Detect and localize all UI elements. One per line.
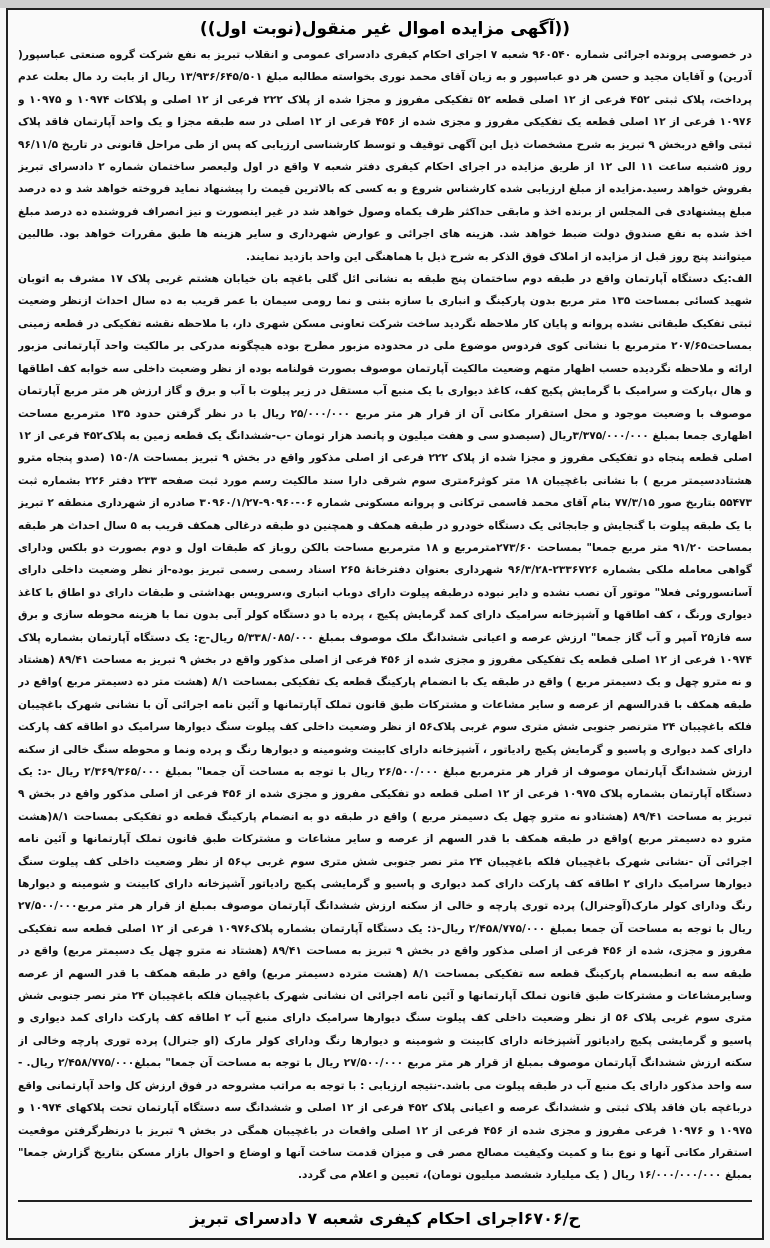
notice-frame	[6, 8, 764, 1240]
notice-title: ((آگهی مزایده اموال غیر منقول(نوبت اول))	[199, 19, 571, 39]
notice-signature: ح/۶۷۰۶اجرای احکام کیفری شعبه ۷ دادسرای تبریز	[190, 1209, 580, 1228]
clipped-previous-column-strip	[0, 0, 770, 8]
notice-body	[18, 44, 752, 1196]
footer-divider	[18, 1200, 752, 1202]
notice-paragraph-intro: در خصوصی پرونده اجرائی شماره ۹۶۰۵۴۰ شعبه ۷ اجرای احکام کیفری دادسرای عمومی و انقلاب تبریز به نفع شرکت گروه صنعتی عباسپور( آدرین) و آقایان مجید و حسن هر دو عباسپور و به زیان آقای محمد نوری بخواسته مطالبه مبلغ ۱۳/۹۳۶/۶۴۵/۵۰۱ ریال از بابت رد مال بعلت عدم پرداخت، پلاک ثبتی ۴۵۲ فرعی از ۱۲ اصلی قطعه ۵۲ تفکیکی مفروز و مجزا شده از پلاک ۲۲۲ فرعی از ۱۲ اصلی و پلاکات ۱۰۹۷۴ و ۱۰۹۷۵ و ۱۰۹۷۶ فرعی از ۱۲ اصلی قطعه یک تفکیکی مفروز و مجزی شده از ۴۵۶ فرعی از ۱۲ اصلی در سه طبقه مجزا و یک واحد آپارتمان فاقد پلاک ثبتی واقع دربخش ۹ تبریز به شرح مشخصات ذیل این آگهی توقیف و توسط کارشناسی ارزیابی که پس از طی مراحل قانونی در تاریخ ۹۶/۱۱/۵ روز ۵شنبه ساعت ۱۱ الی ۱۲ از طریق مزایده در اجرای احکام کیفری دفتر شعبه ۷ واقع در اول ولیعصر ساختمان شماره ۲ دادسرای تبریز بفروش خواهد رسید.مزایده از مبلغ ارزیابی شده کارشناس شروع و به کسی که بالاترین قیمت را پیشنهاد نماید فروخته خواهد شد و ده درصد مبلغ پیشنهادی فی المجلس از برنده اخذ و مابقی حداکثر ظرف یکماه وصول خواهد شد در غیر اینصورت و نیز انصراف فروشنده ده درصد مبلغ اخذ شده به نفع صندوق دولت ضبط خواهد شد. هزینه های اجرائی و عوارض شهرداری و سایر هزینه ها طبق مقررات خواهد بود. طالبین میتوانند پنج روز قبل از مزایده از املاک فوق الذکر به شرح ذیل با هماهنگی این واحد بازدید نمایند.	[18, 49, 752, 263]
notice-paragraph-details: الف:یک دستگاه آپارتمان واقع در طبقه دوم ساختمان پنج طبقه به نشانی ائل گلی باغچه بان خیابان هشتم غربی پلاک ۱۷ مشرف به اتوبان شهید کسائی بمساحت ۱۳۵ متر مربع بدون پارکینگ و انباری با سازه بتنی و نما رومی سیمان با عمر قریب به ده سال احداث ازنظر وضعیت ثبتی تفکیک طبقاتی نشده پروانه و پایان کار ملاحظه نگردید ساخت شرکت تعاونی مسکن شهری دار، با ملاحظه نقشه تفکیکی در قطعه زمینی بمساحت۲۰۷/۶۵ مترمربع با نشانی کوی فردوس موضوع ملی در محدوده مزبور مطرح بوده هیچگونه مدرکی بر مالکیت واحد آپارتمانی مزبور ارائه و ملاحظه نگردیده حسب اظهار متهم وضعیت مالکیت آپارتمان موصوف بصورت قولنامه بوده از نظر وضعیت داخلی سه خوابه کف اطاقها و هال ،پارکت و سرامیک با گرمایش پکیج کف، کاغذ دیواری با یک منبع آب مستقل در زیر پیلوت با آب و برق و گاز ارزش هر متر مربع آپارتمان موصوف با وضعیت موجود و محل استقرار مکانی آن از قرار هر متر مربع ۲۵/۰۰۰/۰۰۰ ریال با در نظر گرفتن حدود ۱۳۵ مترمربع مساحت اظهاری جمعا بمبلغ ۳/۳۷۵/۰۰۰/۰۰۰ریال (سیصدو سی و هفت میلیون و پانصد هزار تومان -ب-ششدانگ یک قطعه زمین به پلاک۴۵۲ فرعی از ۱۲ اصلی قطعه پنجاه دو تفکیکی مفروز و مجزا شده از پلاک ۲۲۲ فرعی از اصلی مذکور واقع در بخش ۹ تبریز بمساحت ۱۵۰/۸ (صدو پنجاه مترو هشتاددسیمتر مربع ) با نشانی باغچیبان ۱۸ متر کوثر۶متری سوم شرقی دارا سند مالکیت رسم مورد ثبت صفحه ۲۳۳ دفتر ۲۲۶ بشماره ثبت ۵۵۴۷۳ بتاریخ صور ۷۷/۳/۱۵ بنام آقای محمد قاسمی ترکانی و پروانه مسکونی شماره ۰۶-۹۰۹۶۰-۳۰۹۶۰/۱/۲۷ صادره از شهرداری منطقه ۲ تبریز با یک طبقه پیلوت با گنجایش و جابجائی یک دستگاه خودرو در طبقه همکف و همچنین دو طبقه درغالی همکف قریب به ۵ سال احداث هر طبقه بمساحت ۹۱/۲۰ متر مربع جمعا" بمساحت ۲۷۳/۶۰مترمربع و ۱۸ مترمربع مساحت بالکن روباز که طبقات اول و دوم بصورت دو بلکس ودارای گواهی معامله ملکی بشماره ۲۳۳۶۷۲۶-۹۶/۳/۲۸ شهرداری بعنوان دفترخانهٔ ۲۶۵ اسناد رسمی رسمی تبریز بوده-از نظر وضعیت داخلی دارای آسانسوروئی فعلا" موتور آن نصب نشده و دایر نبوده درطبقه پیلوت دارای دوباب انباری و،سرویس بهداشتی و طبقات دارای دو اطاق با کاغذ دیواری ورنگ ، کف اطاقها و آشپزخانه سرامیک دارای کمد گرمایش پکیج ، پرده با دو دستگاه کولر آبی بدون نما با هزینه محوطه سازی و برق سه فاز۲۵ آمپر و آب گاز جمعا" ارزش عرصه و اعیانی ششدانگ ملک موصوف بمبلغ ۵/۳۳۸/۰۸۵/۰۰۰ ریال-ج: یک دستگاه آپارتمان بشماره پلاک ۱۰۹۷۴ فرعی از ۱۲ اصلی قطعه یک تفکیکی مفروز و مجزی شده از ۴۵۶ فرعی از اصلی مذکور واقع در بخش ۹ تبریز به مساحت ۸۹/۴۱ (هشتاد و نه مترو چهل و یک دسیمتر مربع ) واقع در طبقه یک با انضمام پارکینگ قطعه یک تفکیکی بمساحت ۸/۱ (هشت متر ده دسیمتر مربع )واقع در طبقه همکف با قدرالسهم از عرصه و سایر مشاعات و مشترکات طبق قانون تملک آپارتمانها و آئین نامه اجرائی آن با نشانی شهرک باغچیبان فلکه باغچیبان ۲۴ مترنصر جنوبی شش متری سوم غربی پلاک۵۶ از نظر وضعیت داخلی کف پیلوت سنگ دیوارها سرامیک دو اطاقه کف پارکت دارای کمد دیواری و پاسیو و گرمایش پکیج رادیاتور ، آشپزخانه دارای کابینت وشومینه و دیوارها رنگ و پرده ونما و محوطه سنگ خالی از سکنه ارزش ششدانگ آپارتمان موصوف از قرار هر مترمربع مبلغ ۲۶/۵۰۰/۰۰۰ ریال با توجه به مساحت آن جمعا" بمبلغ ۲/۳۶۹/۳۶۵/۰۰۰ ریال -د: یک دستگاه آپارتمان بشماره پلاک ۱۰۹۷۵ فرعی از ۱۲ اصلی قطعه دو تفکیکی مفروز و مجزی شده از ۴۵۶ فرعی از اصلی مذکور واقع در بخش ۹ تبریز به مساحت ۸۹/۴۱ (هشتادو نه مترو چهل یک دسیمتر مربع ) واقع در طبقه دو به انضمام پارکینگ قطعه دو تفکیکی بمساحت ۸/۱(هشت مترو ده دسیمتر مربع )واقع در طبقه همکف با قدر السهم از عرصه و سایر مشاعات و مشترکات طبق قانون تملک آپارتمانها و آئین نامه اجرائی آن -نشانی شهرک باغچیبان فلکه باغچیبان ۲۴ متر نصر جنوبی شش متری سوم غربی پ۵۶ از نظر وضعیت داخلی کف پیلوت سنگ دیوارها سرامیک دارای ۲ اطاقه کف پارکت دارای کمد دیواری و پاسیو و گرمایشی پکیج رادیاتور آشپزخانه دارای کابینت و شومینه و دیوارها رنگ ودارای کولر مارک(آوجنرال) پرده توری پارچه و خالی از سکنه ارزش ششدانگ آپارتمان موصوف بمبلغ از قرار هر متر مربع۲۷/۵۰۰/۰۰۰ ریال با توجه به مساحت آن جمعا بمبلغ ۲/۴۵۸/۷۷۵/۰۰۰ ریال-ذ: یک دستگاه آپارتمان بشماره پلاک۱۰۹۷۶ فرعی از ۱۲ اصلی قطعه سه تفکیکی مفروز و مجزی، شده از ۴۵۶ فرعی از اصلی مذکور واقع در بخش ۹ تبریز به مساحت ۸۹/۴۱ (هشتاد نه مترو چهل یک دسیمتر مربع) واقع در طبقه سه به انطبسمام پارکینگ قطعه سه تفکیکی بمساحت ۸/۱ (هشت مترده دسیمتر مربع) واقع در طبقه همکف با قدر السهم از عرصه وسایرمشاعات و مشترکات طبق قانون تملک آپارتمانها و آئین نامه اجرائی ان نشانی شهرک باغچیبان فلکه باغچیبان ۲۴ متر نصر جنوبی شش متری سوم غربی پلاک ۵۶ از نظر وضعیت داخلی کف پیلوت سنگ دیوارها سرامیک دارای منبع آب ۲ اطاقه کف پارکت دارای کمد دیواری و پاسیو و گرمایشی پکیج رادیاتور آشپزخانه دارای کابینت و شومینه و دیوارها رنگ ودارای کولر مارک (او جنرال) پرده توری پارچه وخالی از سکنه ارزش ششدانگ آپارتمان موصوف بمبلغ از قرار هر متر مربع ۲۷/۵۰۰/۰۰۰ ریال با توجه به مساحت آن جمعا" بمبلغ۲/۴۵۸/۷۷۵/۰۰۰ ریال. - سه واحد مذکور دارای یک منبع آب در طبقه پیلوت می باشد.-نتیجه ارزیابی : با توجه به مراتب مشروحه در فوق ارزش کل واحد آپارتمانی واقع درباغچه بان فاقد پلاک ثبتی و ششدانگ عرصه و اعیانی پلاک ۴۵۲ فرعی از ۱۲ اصلی و ششدانگ سه دستگاه آپارتمان تحت پلاکهای ۱۰۹۷۴ و ۱۰۹۷۵ و ۱۰۹۷۶ فرعی مفروز و مجزی شده از ۴۵۶ فرعی از ۱۲ اصلی واقعات در باغچیبان همگی در بخش ۹ تبریز با درنظرگرفتن موقعیت استقرار مکانی آنها و نوع بنا و کمیت وکیفیت مصالح مصر فی و میزان قدمت ساخت آنها و اوضاع و احوال بازار مسکن بتاریخ گزارش جمعا" بمبلغ ۱۶/۰۰۰/۰۰۰/۰۰۰ ریال ( یک میلیارد ششصد میلیون تومان)، تعیین و اعلام می گردد.	[18, 273, 752, 1182]
